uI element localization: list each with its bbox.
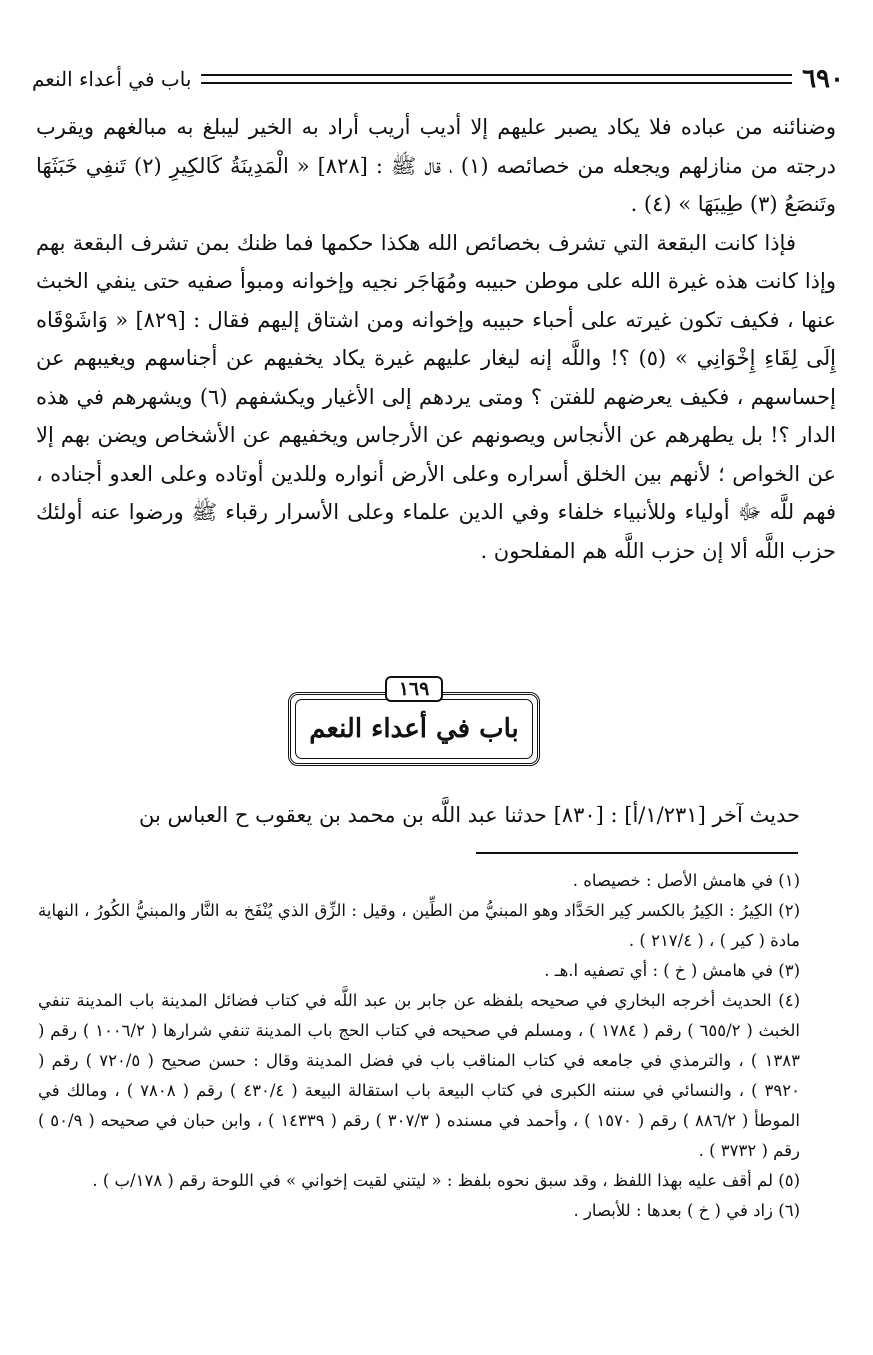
main-text (36, 108, 836, 570)
footnote: (٦) زاد في ( خ ) بعدها : للأبصار . (573, 1201, 800, 1220)
page-number: ٦٩٠ (802, 64, 844, 94)
footnote: (١) في هامش الأصل : خصيصاه . (572, 871, 800, 890)
footnote: (٢) الكِيرُ : الكِيرُ بالكسر كِير الحَدَّاد وهو المبنيُّ من الطِّين ، وقيل : الزِّق الذي يُنْفَخ به النَّار والمبنيُّ الكُورُ ، النهاية مادة ( كير ) ، ( ٢١٧/٤ ) . (38, 901, 800, 950)
chapter-title: باب في أعداء النعم (295, 699, 533, 759)
paragraph: وضنائنه من عباده فلا يكاد يصبر عليهم إلا أديب أريب أراد به الخير ليبلغ به مبالغهم ويقرب درجته من منازلهم ويجعله من خصائصه (١) ، قال ﷺ : [٨٢٨] « الْمَدِينَةُ كَالكِيرِ (٢) تَنفِي خَبَثَهَا وتَنصَعُ (٣) طِيبَهَا » (٤) . (36, 115, 836, 216)
chapter-heading (288, 676, 540, 766)
paragraph: فإذا كانت البقعة التي تشرف بخصائص الله هكذا حكمها فما ظنك بمن تشرف البقعة بهم وإذا كانت هذه غيرة الله على موطن حبيبه ومُهَاجَر نجيه وإخوانه ومبوأ صفيه حتى ينفي الخبث عنها ، فكيف تكون غيرته على أحباء حبيبه وإخوانه ومن اشتاق إليهم فقال : [٨٢٩] « وَاشَوْقَاه إِلَى لِقَاءِ إِخْوَانِي » (٥) ؟! واللَّه إنه ليغار عليهم غيرة يكاد يخفيهم عن أجناسهم ويغيبهم عن إحساسهم ، فكيف يعرضهم للفتن ؟ ومتى يردهم إلى الأغيار ويكشفهم (٦) ويشهرهم في هذه الدار ؟! بل يطهرهم عن الأنجاس ويصونهم عن الأرجاس ويخفيهم عن الأشخاص ويضن بهم إلا عن الخواص ؛ لأنهم بين الخلق أسراره وعلى الأرض أنواره وللدين أوتاده وعلى العدو أجناده ، فهم للَّه ﷻ أولياء وللأنبياء خلفاء وفي الدين علماء وعلى الأسرار رقباء ﷺ ورضوا عنه أولئك حزب اللَّه ألا إن حزب اللَّه هم المفلحون . (36, 230, 837, 563)
running-title: باب في أعداء النعم (32, 67, 192, 91)
footnote: (٤) الحديث أخرجه البخاري في صحيحه بلفظه عن جابر بن عبد اللَّه في كتاب فضائل المدينة باب المدينة تنفي الخبث ( ٦٥٥/٢ ) رقم ( ١٧٨٤ ) ، ومسلم في صحيحه في كتاب الحج باب المدينة تنفي شرارها ( ١٠٠٦/٢ ) رقم ( ١٣٨٣ ) ، والترمذي في جامعه في كتاب المناقب باب في فضل المدينة وقال : حسن صحيح ( ٧٢٠/٥ ) رقم ( ٣٩٢٠ ) ، والنسائي في سننه الكبرى في كتاب البيعة باب استقالة البيعة ( ٤٣٠/٤ ) رقم ( ٧٨٠٨ ) ، ومالك في الموطأ ( ٨٨٦/٢ ) رقم ( ١٥٧٠ ) ، وأحمد في مسنده ( ٣٠٧/٣ ) رقم ( ١٤٣٣٩ ) ، وابن حبان في صحيحه ( ٥٠/٩ ) رقم ( ٣٧٣٢ ) . (38, 991, 800, 1160)
page-header (32, 62, 844, 96)
footnote-separator (476, 852, 798, 854)
footnote: (٥) لم أقف عليه بهذا اللفظ ، وقد سبق نحوه بلفظ : « ليتني لقيت إخواني » في اللوحة رقم ( ١٧٨/ب ) . (92, 1171, 800, 1190)
chapter-title-frame (288, 692, 540, 766)
header-rule (201, 74, 792, 84)
hadith-chain-line: حديث آخر [١/٢٣١/أ] : [٨٣٠] حدثنا عبد اللَّه بن محمد بن يعقوب ح العباس بن (138, 803, 800, 827)
footnotes (38, 866, 800, 1226)
footnote: (٣) في هامش ( خ ) : أي تصفيه ا.هـ . (544, 961, 800, 980)
chapter-number: ١٦٩ (385, 676, 444, 702)
